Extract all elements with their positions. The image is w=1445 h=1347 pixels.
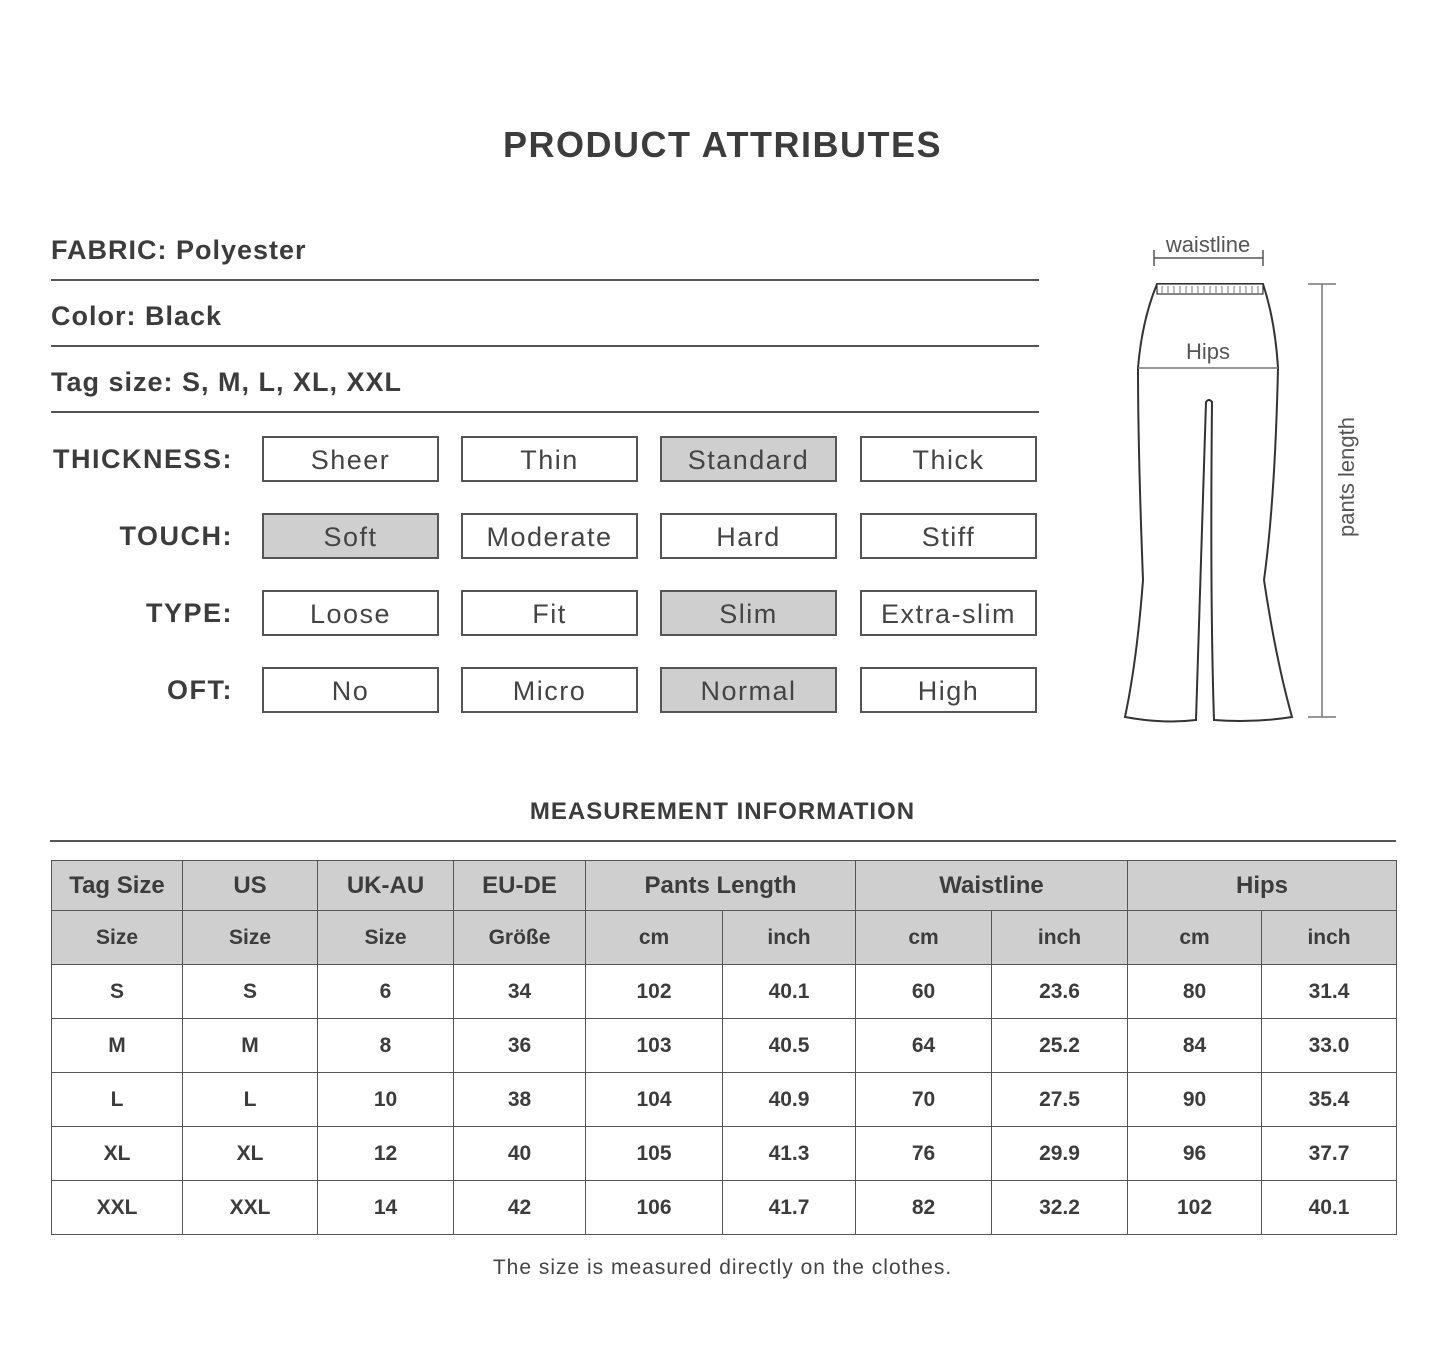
table-cell: 31.4 xyxy=(1262,965,1397,1019)
subheader-cell: Größe xyxy=(454,911,586,965)
table-cell: 6 xyxy=(318,965,454,1019)
table-cell: 29.9 xyxy=(992,1127,1128,1181)
option-row-label: THICKNESS: xyxy=(52,444,233,474)
measurement-divider xyxy=(50,840,1396,842)
subheader-cell: Size xyxy=(52,911,183,965)
subheader-cell: Size xyxy=(183,911,318,965)
header-tag-size: Tag Size xyxy=(52,861,183,911)
option-box-hard: Hard xyxy=(660,513,837,559)
table-cell: 104 xyxy=(586,1073,723,1127)
option-box-fit: Fit xyxy=(461,590,638,636)
header-waistline: Waistline xyxy=(856,861,1128,911)
table-cell: 14 xyxy=(318,1181,454,1235)
table-row xyxy=(52,1073,1397,1127)
table-cell: 34 xyxy=(454,965,586,1019)
table-cell: XXL xyxy=(183,1181,318,1235)
option-row-label: TYPE: xyxy=(145,598,233,628)
pants-length-label: pants length xyxy=(1334,417,1359,537)
table-cell: 106 xyxy=(586,1181,723,1235)
divider xyxy=(51,411,1039,413)
option-box-moderate: Moderate xyxy=(461,513,638,559)
table-cell: 33.0 xyxy=(1262,1019,1397,1073)
table-cell: 40.1 xyxy=(723,965,856,1019)
measurement-table xyxy=(51,860,1397,1235)
table-cell: 40.9 xyxy=(723,1073,856,1127)
header-uk-au: UK-AU xyxy=(318,861,454,911)
option-box-stiff: Stiff xyxy=(860,513,1037,559)
option-box-extra-slim: Extra-slim xyxy=(860,590,1037,636)
table-row xyxy=(52,1181,1397,1235)
table-cell: 102 xyxy=(1128,1181,1262,1235)
option-box-micro: Micro xyxy=(461,667,638,713)
pants-diagram xyxy=(1100,220,1400,740)
option-box-no: No xyxy=(262,667,439,713)
table-body xyxy=(52,965,1397,1235)
table-cell: XXL xyxy=(52,1181,183,1235)
table-cell: L xyxy=(183,1073,318,1127)
table-cell: 12 xyxy=(318,1127,454,1181)
table-cell: 10 xyxy=(318,1073,454,1127)
option-box-soft: Soft xyxy=(262,513,439,559)
option-box-standard: Standard xyxy=(660,436,837,482)
option-box-sheer: Sheer xyxy=(262,436,439,482)
table-cell: 60 xyxy=(856,965,992,1019)
table-row xyxy=(52,1019,1397,1073)
table-row xyxy=(52,965,1397,1019)
option-box-thick: Thick xyxy=(860,436,1037,482)
table-cell: 64 xyxy=(856,1019,992,1073)
option-box-slim: Slim xyxy=(660,590,837,636)
hips-label: Hips xyxy=(1185,339,1231,364)
table-cell: 96 xyxy=(1128,1127,1262,1181)
option-box-thin: Thin xyxy=(461,436,638,482)
header-pants-length: Pants Length xyxy=(586,861,856,911)
table-cell: 90 xyxy=(1128,1073,1262,1127)
table-cell: 8 xyxy=(318,1019,454,1073)
tag-size-attribute xyxy=(51,367,1039,398)
table-cell: 41.7 xyxy=(723,1181,856,1235)
waistline-label: waistline xyxy=(1165,232,1251,257)
table-cell: S xyxy=(183,965,318,1019)
table-cell: M xyxy=(52,1019,183,1073)
table-cell: 70 xyxy=(856,1073,992,1127)
table-cell: M xyxy=(183,1019,318,1073)
table-row xyxy=(52,1127,1397,1181)
table-cell: 40.1 xyxy=(1262,1181,1397,1235)
fabric-text: FABRIC: Polyester xyxy=(51,235,307,265)
table-cell: 80 xyxy=(1128,965,1262,1019)
table-cell: 105 xyxy=(586,1127,723,1181)
table-subheader-row xyxy=(52,911,1397,965)
table-header-row xyxy=(52,861,1397,911)
table-cell: 27.5 xyxy=(992,1073,1128,1127)
option-row-label: TOUCH: xyxy=(119,521,233,551)
option-box-loose: Loose xyxy=(262,590,439,636)
table-cell: L xyxy=(52,1073,183,1127)
divider xyxy=(51,279,1039,281)
table-cell: 25.2 xyxy=(992,1019,1128,1073)
subheader-cell: inch xyxy=(723,911,856,965)
table-cell: XL xyxy=(52,1127,183,1181)
option-row-label: OFT: xyxy=(167,675,233,705)
measurement-title: MEASUREMENT INFORMATION xyxy=(529,798,916,825)
subheader-cell: cm xyxy=(586,911,723,965)
table-cell: XL xyxy=(183,1127,318,1181)
color-attribute xyxy=(51,301,1039,332)
header-us: US xyxy=(183,861,318,911)
pants-length-marker xyxy=(1308,284,1336,717)
table-cell: S xyxy=(52,965,183,1019)
subheader-cell: cm xyxy=(1128,911,1262,965)
table-cell: 103 xyxy=(586,1019,723,1073)
subheader-cell: Size xyxy=(318,911,454,965)
table-cell: 41.3 xyxy=(723,1127,856,1181)
table-cell: 38 xyxy=(454,1073,586,1127)
subheader-cell: inch xyxy=(992,911,1128,965)
divider xyxy=(51,345,1039,347)
measurement-note: The size is measured directly on the clothes. xyxy=(492,1256,953,1279)
option-box-normal: Normal xyxy=(660,667,837,713)
header-eu-de: EU-DE xyxy=(454,861,586,911)
header-hips: Hips xyxy=(1128,861,1397,911)
tag-size-text: Tag size: S, M, L, XL, XXL xyxy=(51,367,403,397)
table-cell: 40 xyxy=(454,1127,586,1181)
table-cell: 84 xyxy=(1128,1019,1262,1073)
table-cell: 36 xyxy=(454,1019,586,1073)
subheader-cell: cm xyxy=(856,911,992,965)
table-cell: 42 xyxy=(454,1181,586,1235)
table-cell: 32.2 xyxy=(992,1181,1128,1235)
table-cell: 35.4 xyxy=(1262,1073,1397,1127)
option-box-high: High xyxy=(860,667,1037,713)
table-cell: 76 xyxy=(856,1127,992,1181)
fabric-attribute xyxy=(51,235,1039,266)
table-cell: 82 xyxy=(856,1181,992,1235)
table-cell: 102 xyxy=(586,965,723,1019)
table-cell: 40.5 xyxy=(723,1019,856,1073)
subheader-cell: inch xyxy=(1262,911,1397,965)
page-title: PRODUCT ATTRIBUTES xyxy=(503,124,942,165)
table-cell: 37.7 xyxy=(1262,1127,1397,1181)
table-cell: 23.6 xyxy=(992,965,1128,1019)
color-text: Color: Black xyxy=(51,301,223,331)
